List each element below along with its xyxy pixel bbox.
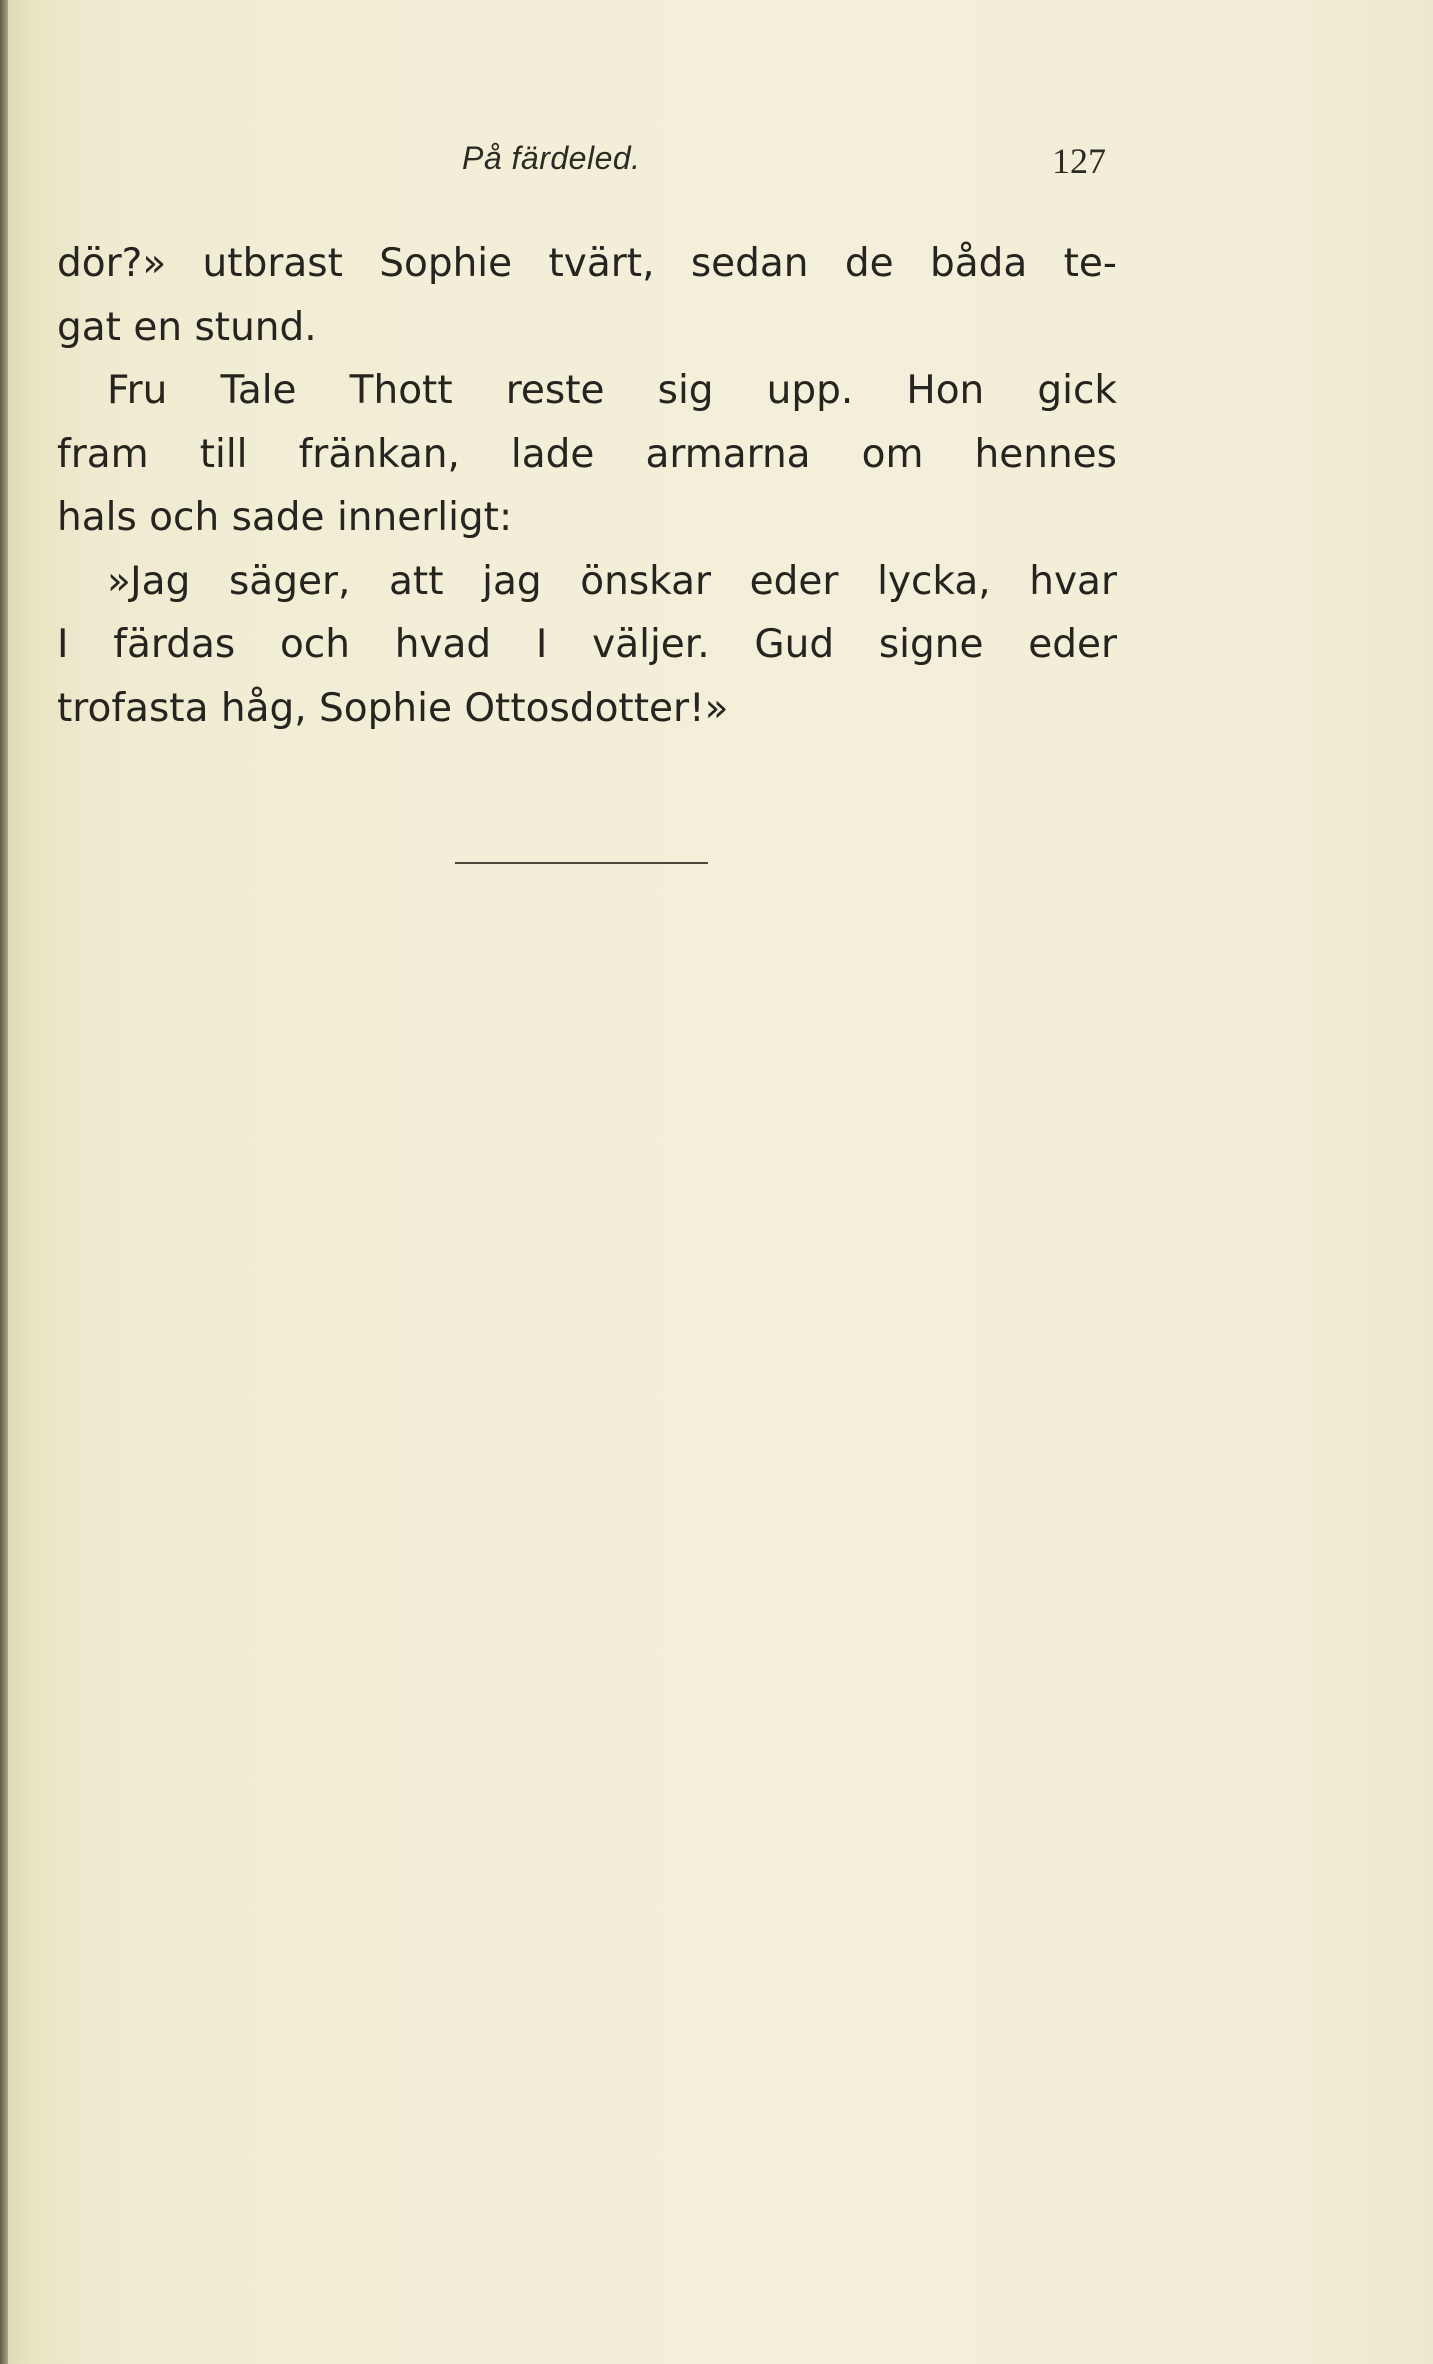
text-line: Fru Tale Thott reste sig upp. Hon gick [107, 368, 1117, 413]
page-number: 127 [1052, 141, 1106, 181]
section-end-rule [455, 862, 708, 864]
text-line: dör?» utbrast Sophie tvärt, sedan de båda te- [57, 241, 1117, 286]
running-title: På färdeled. [462, 140, 641, 176]
text-line: »Jag säger, att jag önskar eder lycka, hvar [107, 558, 1117, 604]
text-line: gat en stund. [57, 304, 317, 350]
text-line: I färdas och hvad I väljer. Gud signe eder [57, 622, 1117, 667]
text-line: hals och sade innerligt: [57, 495, 513, 540]
body-text [57, 232, 1117, 740]
text-line: trofasta håg, Sophie Ottosdotter!» [57, 685, 729, 731]
text-line: fram till fränkan, lade armarna om hennes [57, 431, 1117, 477]
page-header [0, 140, 1433, 190]
